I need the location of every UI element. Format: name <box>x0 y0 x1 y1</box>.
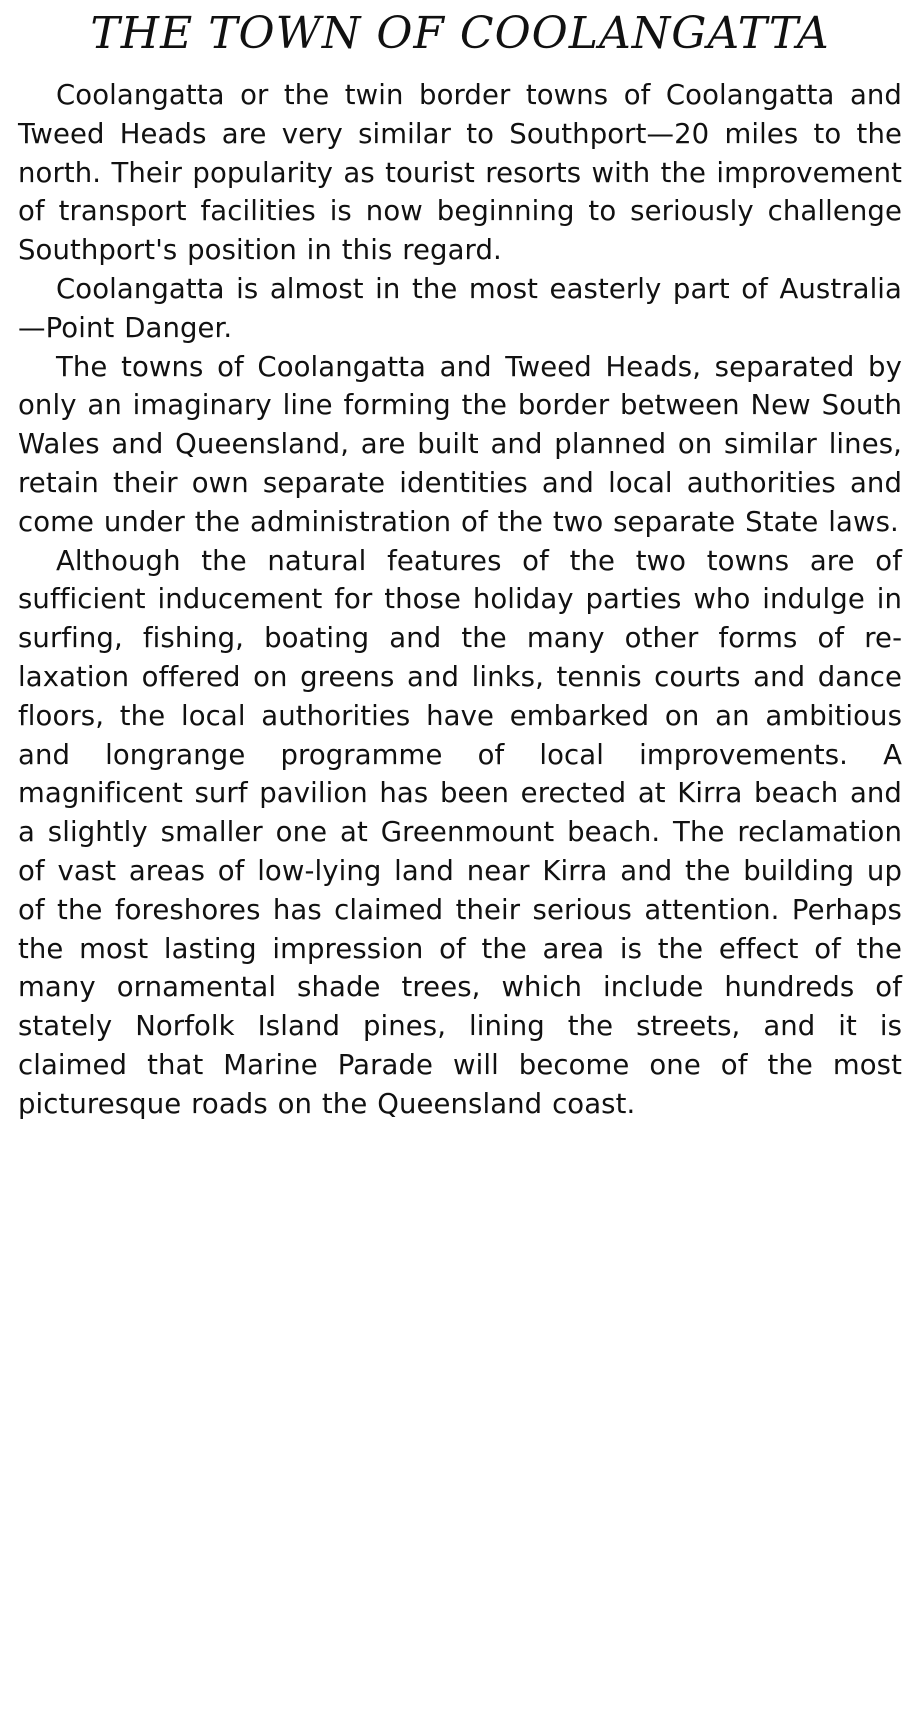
article-title: THE TOWN OF COOLANGATTA <box>90 8 830 59</box>
article-paragraph-4: Although the natural features of the two towns are of sufficient inducement for those holiday parties who indulge in surfing, fishing, boating and the many other forms of relaxation offered on greens and links, tennis courts and dance floors, the local authorities have embarked on an ambitious and longrange programme of local improvements. A magnificent surf pavilion has been erected at Kirra beach and a slightly smaller one at Greenmount beach. The reclamation of vast areas of low-lying land near Kirra and the building up of the foreshores has claimed their serious attention. Perhaps the most lasting impression of the area is the effect of the many ornamental shade trees, which include hundreds of stately Norfolk Island pines, lining the streets, and it is claimed that Marine Parade will become one of the most picturesque roads on the Queensland coast. <box>18 544 902 1120</box>
article-paragraph-1: Coolangatta or the twin border towns of Coolangatta and Tweed Heads are very similar to Southport—20 miles to the north. Their popularity as tourist resorts with the improvement of transport facilities is now beginning to seriously challenge Southport's position in this regard. <box>18 79 902 267</box>
article-paragraph-2: Coolangatta is almost in the most easterly part of Australia—Point Danger. <box>18 272 902 344</box>
article-paragraph-3: The towns of Coolangatta and Tweed Heads, separated by only an imaginary line forming the border between New South Wales and Queensland, are built and planned on similar lines, retain their own separate identities and local authorities and come under the administration of the two separate State laws. <box>18 350 902 538</box>
